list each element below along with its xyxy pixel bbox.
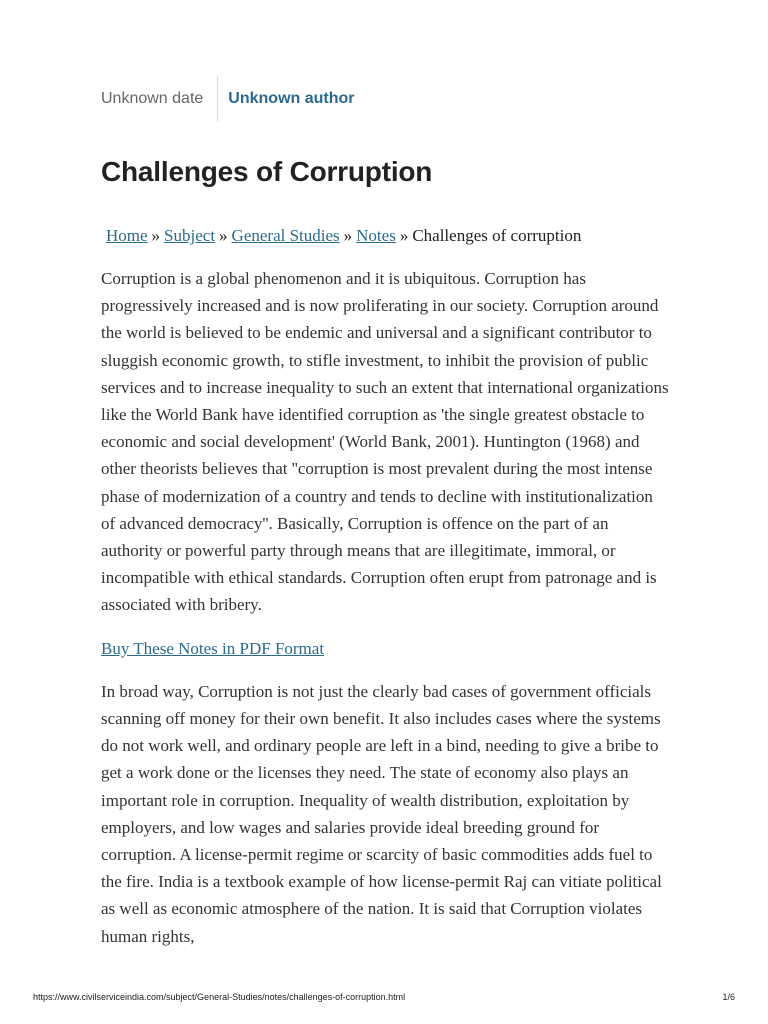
page-title: Challenges of Corruption <box>101 156 433 187</box>
footer-background <box>0 982 768 1024</box>
article-content <box>101 265 671 966</box>
breadcrumb-current: Challenges of corruption <box>412 226 582 245</box>
breadcrumb-separator: » <box>343 226 353 245</box>
print-footer <box>33 992 735 1002</box>
breadcrumb-link-subject[interactable]: Subject <box>164 226 216 245</box>
article-date: Unknown date <box>101 76 218 122</box>
buy-pdf-link[interactable]: Buy These Notes in PDF Format <box>101 638 325 658</box>
breadcrumb-link-general-studies[interactable]: General Studies <box>231 226 340 245</box>
article-author-link[interactable]: Unknown author <box>228 90 355 107</box>
article-meta <box>101 76 355 122</box>
article-paragraph: In broad way, Corruption is not just the clearly bad cases of government officials scanning off money for their own benefit. It also includes cases where the systems do not work well, and ordinary people are left in a bind, needing to give a bribe to get a work done or the licenses they need. The state of economy also plays an important role in corruption. Inequality of wealth distribution, exploitation by employers, and low wages and salaries provide ideal breeding ground for corruption. A license-permit regime or scarcity of basic commodities adds fuel to the fire. India is a textbook example of how license-permit Raj can vitiate political as well as economic atmosphere of the nation. It is said that Corruption violates human rights, <box>101 681 662 946</box>
article-paragraph: Corruption is a global phenomenon and it is ubiquitous. Corruption has progressively increased and is now proliferating in our society. Corruption around the world is believed to be endemic and universal and a significant contributor to sluggish economic growth, to stifle investment, to inhibit the provision of public services and to increase inequality to such an extent that international organizations like the World Bank have identified corruption as 'the single greatest obstacle to economic and social development' (World Bank, 2001). Huntington (1968) and other theorists believes that ''corruption is most prevalent during the most intense phase of modernization of a country and tends to decline with institutionalization of advanced democracy''. Basically, Corruption is offence on the part of an authority or powerful party through means that are illegitimate, immoral, or incompatible with ethical standards. Corruption often erupt from patronage and is associated with bribery. <box>101 269 669 615</box>
footer-url: https://www.civilserviceindia.com/subject/General-Studies/notes/challenges-of-corruption.html <box>33 992 406 1002</box>
breadcrumb-link-notes[interactable]: Notes <box>356 226 396 245</box>
footer-page-number: 1/6 <box>722 992 735 1002</box>
breadcrumb-separator: » <box>151 226 161 245</box>
breadcrumb <box>106 224 581 248</box>
breadcrumb-separator: » <box>219 226 228 245</box>
breadcrumb-separator: » <box>399 226 409 245</box>
breadcrumb-link-home[interactable]: Home <box>106 226 148 245</box>
